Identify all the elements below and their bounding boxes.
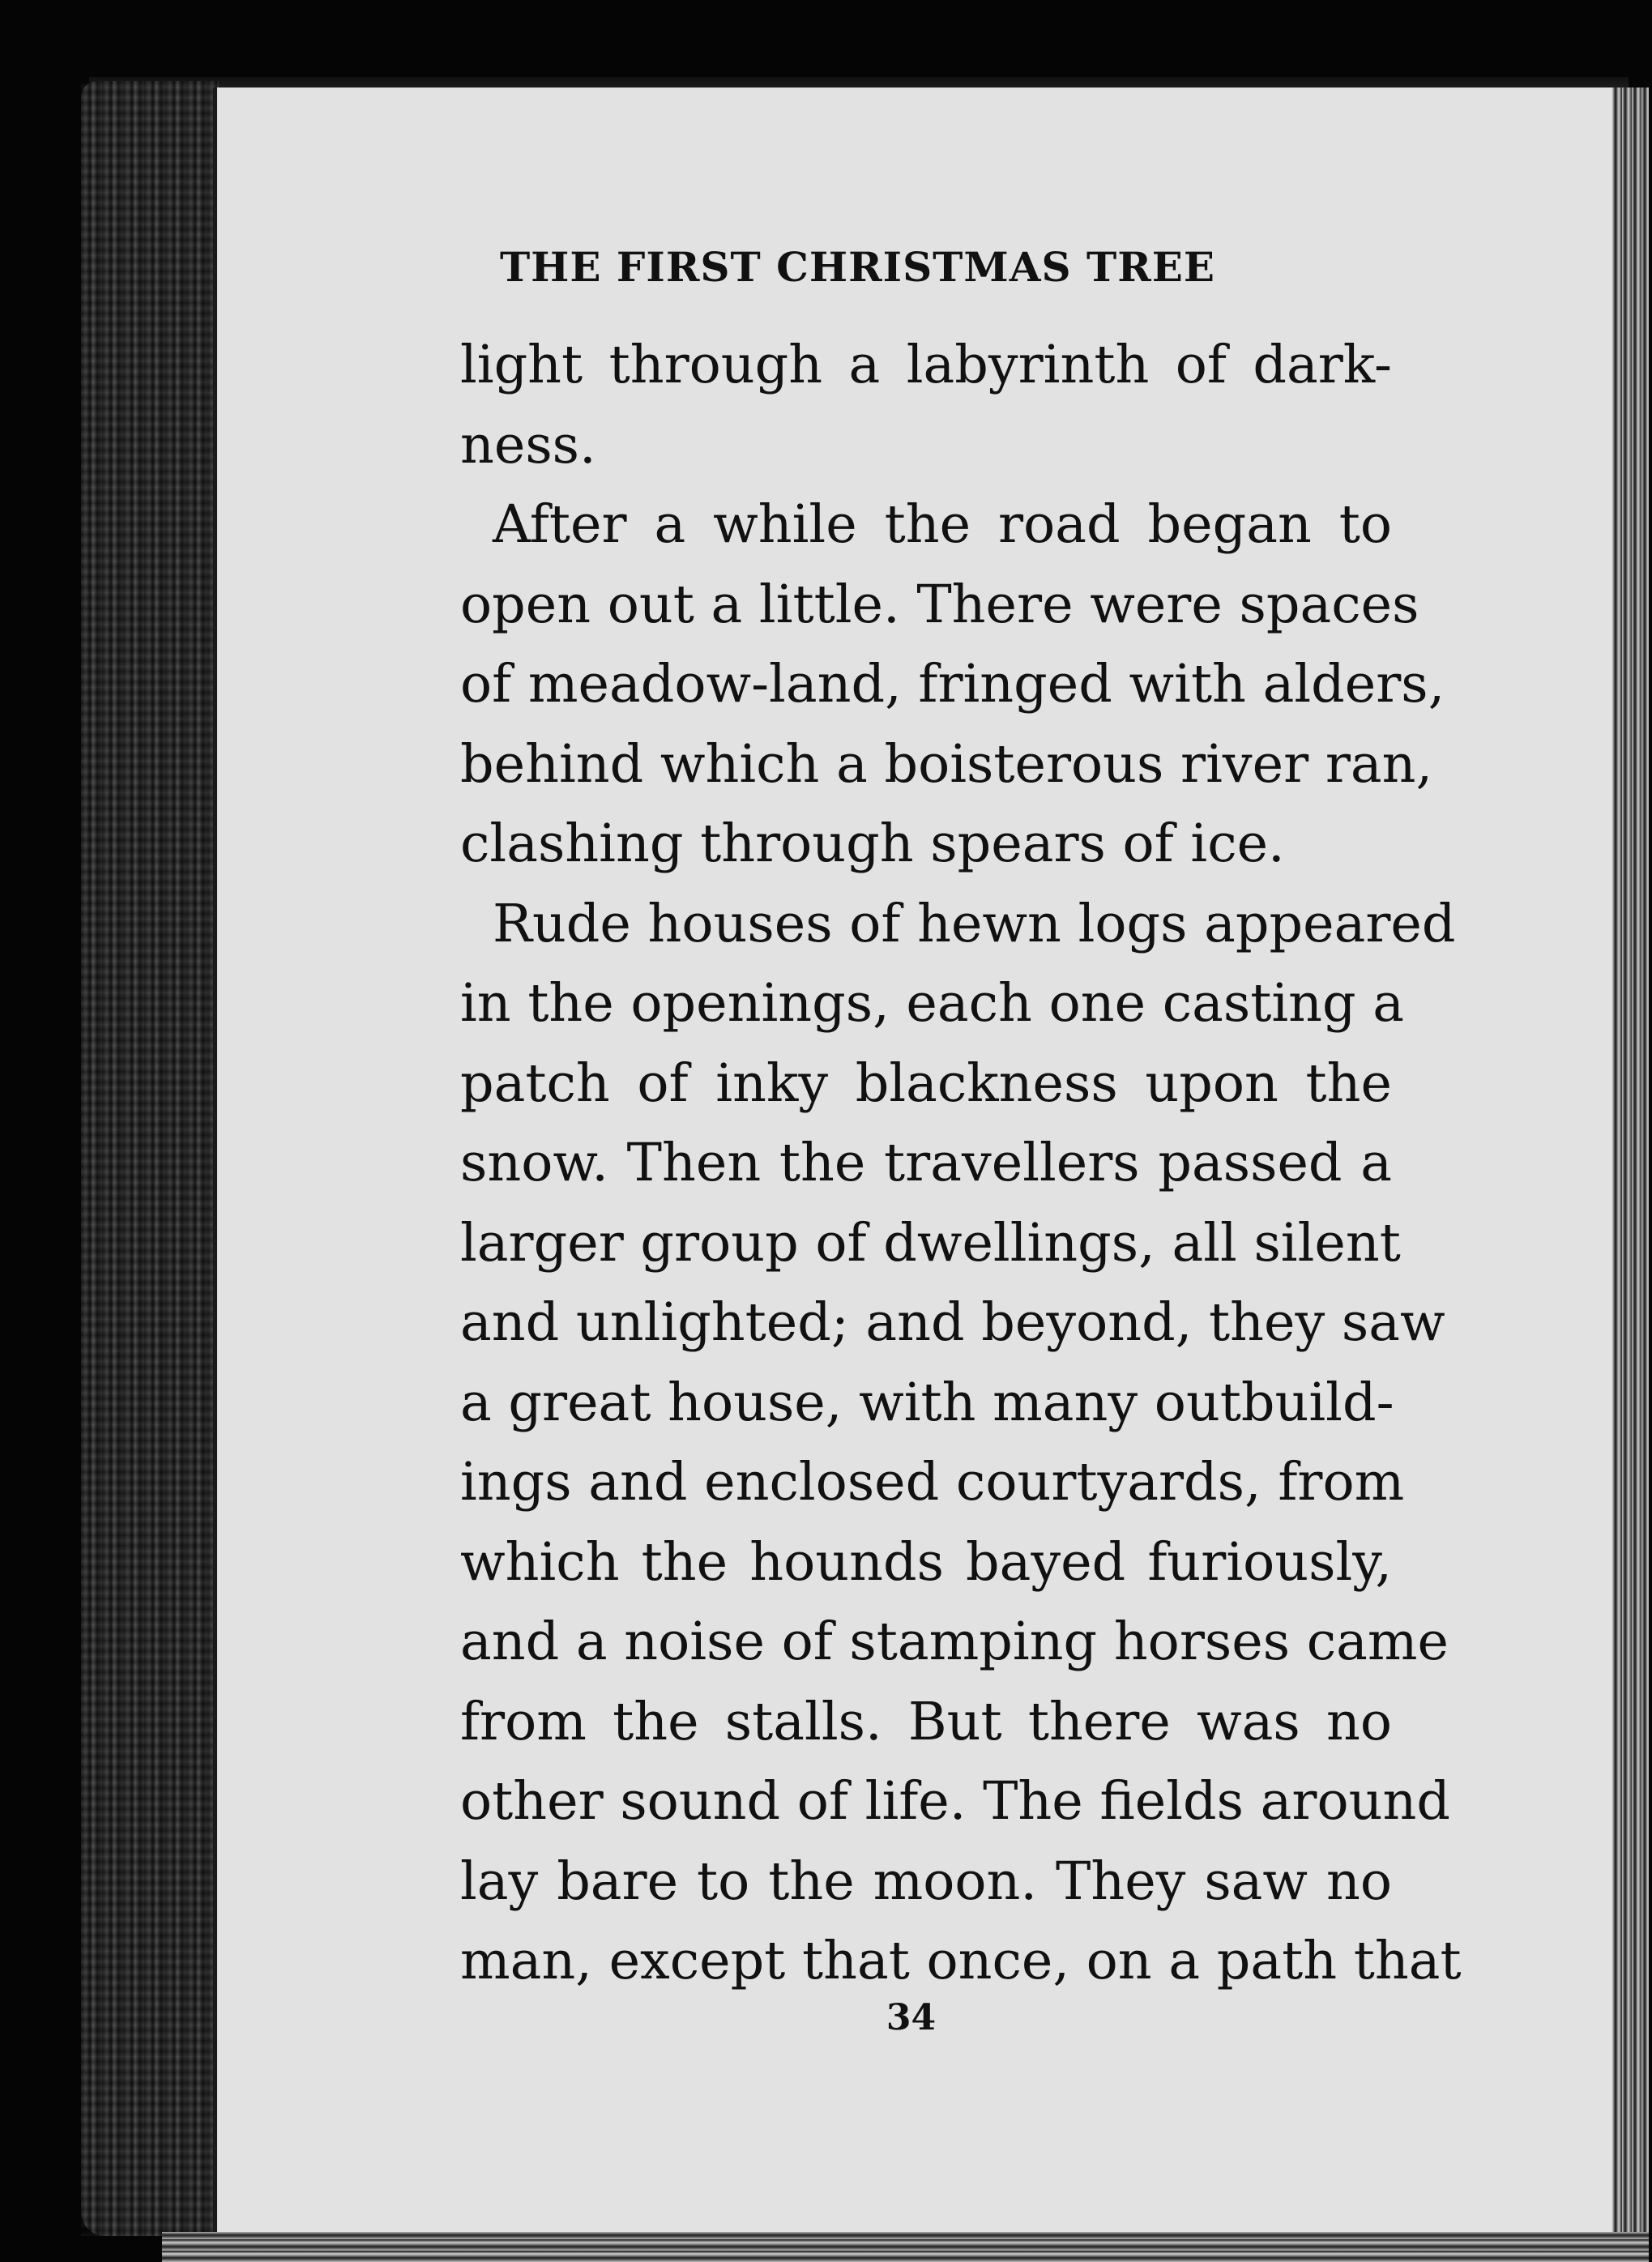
text-line: from the stalls. But there was no bbox=[460, 1691, 1392, 1752]
text-line: light through a labyrinth of dark- bbox=[460, 335, 1392, 395]
book-spine bbox=[81, 81, 219, 2236]
text-line: of meadow-land, fringed with alders, bbox=[460, 654, 1445, 715]
text-line: a great house, with many outbuild- bbox=[460, 1372, 1394, 1433]
text-line: snow. Then the travellers passed a bbox=[460, 1133, 1392, 1193]
text-line: and unlighted; and beyond, they saw bbox=[460, 1292, 1445, 1353]
text-line: other sound of life. The fields around bbox=[460, 1771, 1450, 1832]
text-line: clashing through spears of ice. bbox=[460, 813, 1285, 874]
text-line: ings and enclosed courtyards, from bbox=[460, 1452, 1405, 1513]
body-text bbox=[460, 326, 1462, 2002]
text-line: Rude houses of hewn logs appeared bbox=[493, 893, 1456, 954]
page-number: 34 bbox=[886, 1997, 937, 2038]
text-line: which the hounds bayed furiously, bbox=[460, 1531, 1392, 1593]
page-right-edge bbox=[1612, 87, 1649, 2243]
text-line: larger group of dwellings, all silent bbox=[460, 1212, 1401, 1274]
text-line: and a noise of stamping horses came bbox=[460, 1611, 1449, 1672]
text-line: behind which a boisterous river ran, bbox=[460, 733, 1433, 795]
text-line: ness. bbox=[460, 414, 596, 476]
text-line: After a while the road began to bbox=[493, 494, 1392, 555]
text-line: in the openings, each one casting a bbox=[460, 973, 1405, 1034]
text-line: patch of inky blackness upon the bbox=[460, 1052, 1392, 1114]
text-line: man, except that once, on a path that bbox=[460, 1931, 1462, 1991]
running-head: THE FIRST CHRISTMAS TREE bbox=[499, 243, 1216, 291]
text-line: lay bare to the moon. They saw no bbox=[460, 1850, 1392, 1912]
page-bottom-edge bbox=[162, 2232, 1649, 2262]
text-line: open out a little. There were spaces bbox=[460, 574, 1419, 635]
